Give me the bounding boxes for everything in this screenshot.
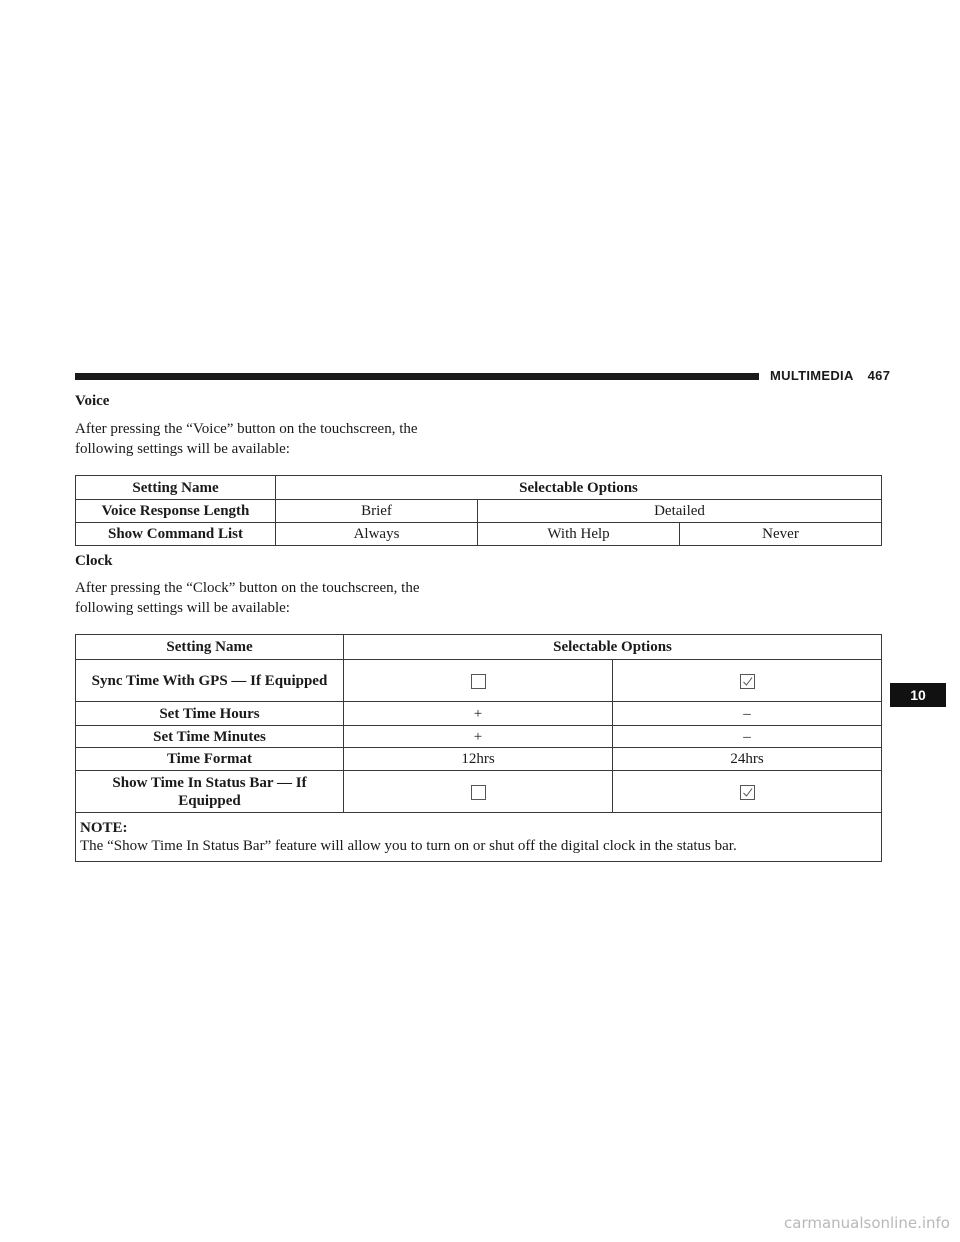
option-checked xyxy=(613,660,882,702)
table-row xyxy=(76,660,882,702)
col-selectable-options: Selectable Options xyxy=(344,635,882,660)
col-setting-name: Setting Name xyxy=(76,476,276,500)
option: Brief xyxy=(276,500,478,523)
option: Never xyxy=(680,523,882,546)
watermark: carmanualsonline.info xyxy=(784,1214,950,1232)
option-unchecked xyxy=(344,771,613,813)
table-header-row xyxy=(76,476,882,500)
checkbox-empty-icon xyxy=(471,674,486,689)
setting-name: Set Time Minutes xyxy=(76,726,344,748)
option: 24hrs xyxy=(613,748,882,771)
setting-name: Voice Response Length xyxy=(76,500,276,523)
header-rule xyxy=(75,373,759,380)
table-header-row xyxy=(76,635,882,660)
col-setting-name: Setting Name xyxy=(76,635,344,660)
section-title: MULTIMEDIA xyxy=(770,368,854,383)
option: – xyxy=(613,702,882,726)
clock-settings-table xyxy=(75,634,882,862)
table-row xyxy=(76,726,882,748)
option: 12hrs xyxy=(344,748,613,771)
clock-heading: Clock xyxy=(75,553,113,569)
note-row xyxy=(76,813,882,862)
option: + xyxy=(344,726,613,748)
table-row xyxy=(76,500,882,523)
checkbox-checked-icon xyxy=(740,785,755,800)
table-row xyxy=(76,523,882,546)
setting-name: Sync Time With GPS — If Equipped xyxy=(76,660,344,702)
clock-intro: After pressing the “Clock” button on the touchscreen, the following settings will be available: xyxy=(75,580,420,616)
option: Detailed xyxy=(478,500,882,523)
option: With Help xyxy=(478,523,680,546)
note-cell xyxy=(76,813,882,862)
table-row xyxy=(76,771,882,813)
table-row xyxy=(76,748,882,771)
voice-heading: Voice xyxy=(75,393,110,409)
voice-intro: After pressing the “Voice” button on the touchscreen, the following settings will be available: xyxy=(75,421,418,457)
option-unchecked xyxy=(344,660,613,702)
voice-settings-table xyxy=(75,475,882,546)
option: Always xyxy=(276,523,478,546)
option: – xyxy=(613,726,882,748)
page-number: 467 xyxy=(867,368,891,383)
note-title: NOTE: xyxy=(80,820,128,836)
table-row xyxy=(76,702,882,726)
option: + xyxy=(344,702,613,726)
setting-name: Set Time Hours xyxy=(76,702,344,726)
col-selectable-options: Selectable Options xyxy=(276,476,882,500)
setting-name: Show Time In Status Bar — If Equipped xyxy=(76,771,344,813)
chapter-tab: 10 xyxy=(890,683,946,707)
note-text: The “Show Time In Status Bar” feature will allow you to turn on or shut off the digital clock in the status bar. xyxy=(80,838,737,854)
setting-name: Show Command List xyxy=(76,523,276,546)
checkbox-empty-icon xyxy=(471,785,486,800)
setting-name: Time Format xyxy=(76,748,344,771)
checkbox-checked-icon xyxy=(740,674,755,689)
running-header xyxy=(770,368,890,383)
option-checked xyxy=(613,771,882,813)
